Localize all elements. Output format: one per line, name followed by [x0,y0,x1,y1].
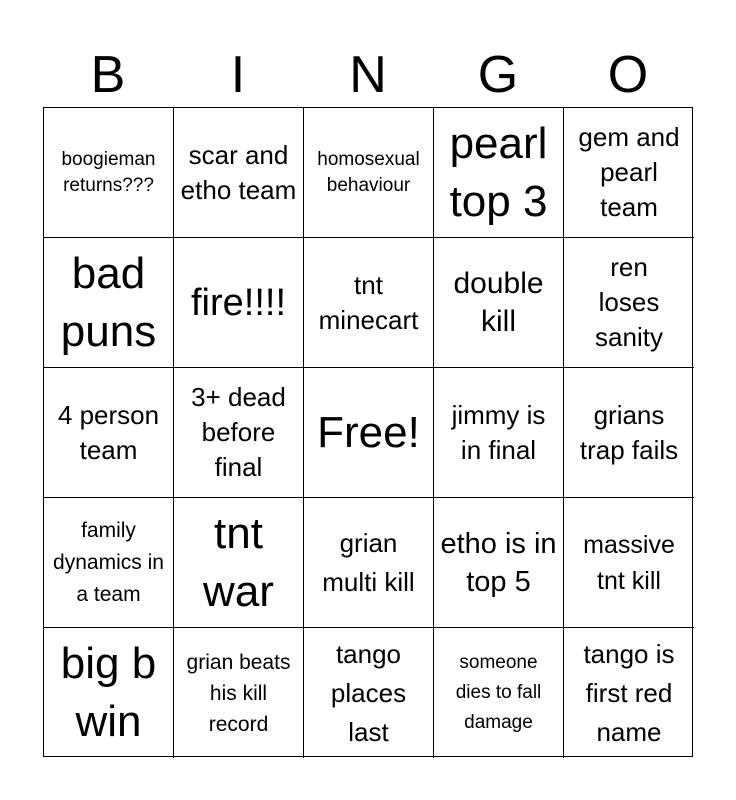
bingo-cell[interactable] [174,108,304,238]
cell-text: massive tnt kill [583,530,675,595]
bingo-cell[interactable] [44,498,174,628]
cell-text: grian multi kill [322,527,415,597]
bingo-cell[interactable] [564,368,694,498]
cell-text: ren loses sanity [595,252,663,352]
bingo-cell[interactable] [434,108,564,238]
cell-text: homosexual behaviour [317,148,420,196]
cell-text: etho is in top 5 [440,527,557,598]
bingo-cell[interactable] [44,628,174,758]
bingo-cell[interactable] [304,628,434,758]
header-letter-n: N [349,46,387,104]
bingo-cell[interactable] [564,108,694,238]
bingo-cell[interactable] [174,498,304,628]
bingo-header [43,42,693,108]
bingo-cell[interactable] [564,238,694,368]
cell-text: double kill [453,266,544,338]
bingo-cell[interactable] [174,368,304,498]
cell-text: big b win [60,639,157,746]
header-letter-o: O [607,46,649,104]
header-letter-i: I [230,46,246,104]
header-letter-g: G [477,46,519,104]
cell-text: tnt minecart [318,269,419,335]
bingo-cell[interactable] [174,238,304,368]
cell-text: boogieman returns??? [61,148,156,196]
bingo-cell[interactable] [564,498,694,628]
bingo-card [43,107,693,757]
cell-text: bad puns [60,248,157,356]
cell-text: tnt war [203,508,274,616]
cell-text: jimmy is in final [451,399,546,465]
bingo-cell[interactable] [44,238,174,368]
bingo-cell[interactable] [304,108,434,238]
cell-text: 4 person team [57,399,160,465]
cell-text: pearl top 3 [449,118,548,226]
free-space-label: Free! [317,407,420,457]
bingo-cell[interactable] [304,238,434,368]
bingo-cell[interactable] [434,628,564,758]
cell-text: scar and etho team [180,139,297,205]
bingo-cell[interactable] [44,368,174,498]
cell-text: fire!!!! [190,281,287,324]
cell-text: family dynamics in a team [53,518,164,606]
free-space[interactable] [304,368,434,498]
cell-text: gem and pearl team [578,122,680,222]
cell-text: grian beats his kill record [186,650,291,736]
bingo-cell[interactable] [304,498,434,628]
bingo-cell[interactable] [44,108,174,238]
cell-text: tango is first red name [583,638,675,747]
bingo-cell[interactable] [174,628,304,758]
bingo-cell[interactable] [434,498,564,628]
cell-text: 3+ dead before final [191,382,286,482]
bingo-cell[interactable] [564,628,694,758]
header-letter-b: B [90,46,126,104]
cell-text: grians trap fails [579,399,679,465]
cell-text: someone dies to fall damage [455,652,542,733]
bingo-cell[interactable] [434,368,564,498]
cell-text: tango places last [330,638,407,747]
bingo-cell[interactable] [434,238,564,368]
